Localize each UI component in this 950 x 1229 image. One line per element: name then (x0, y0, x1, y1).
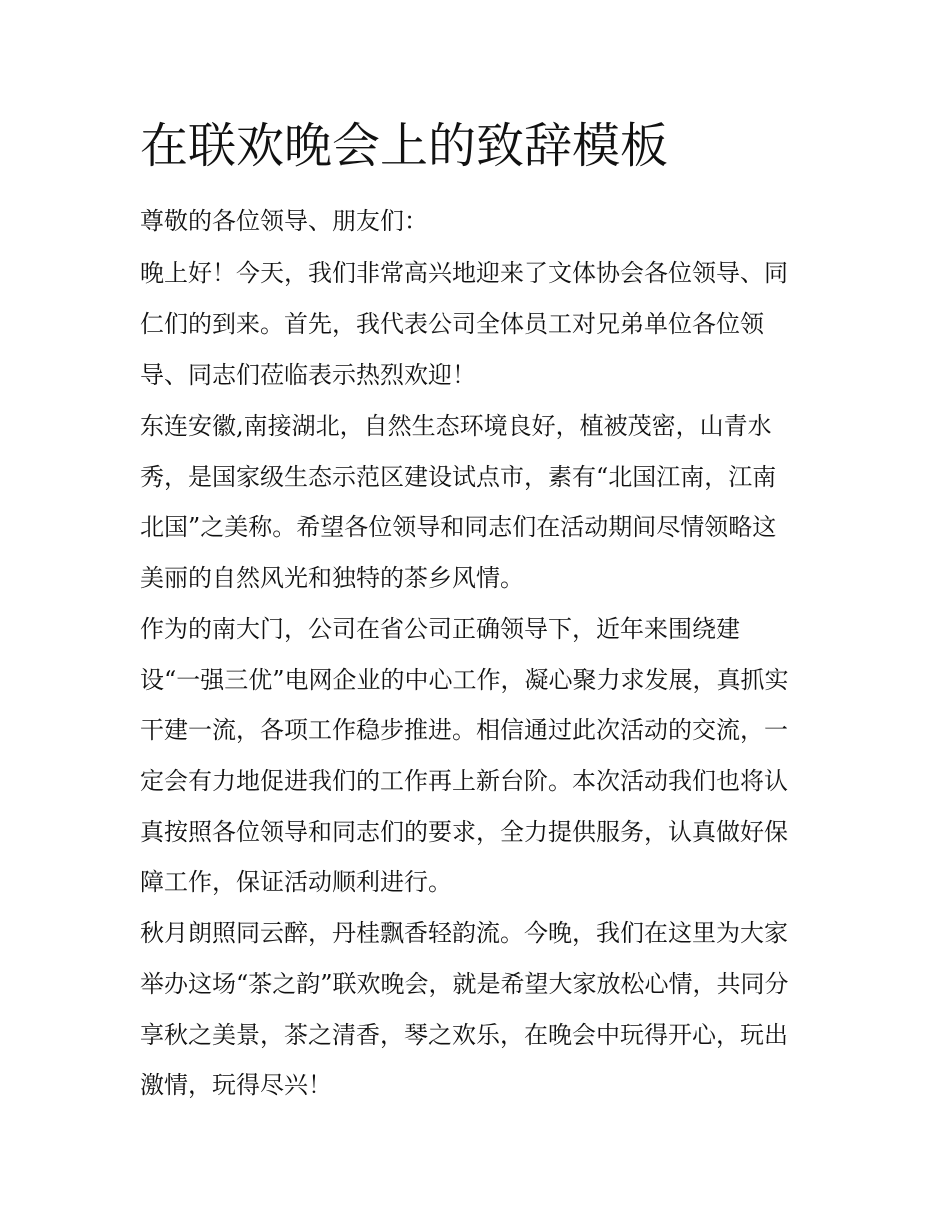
paragraph-line: 美丽的自然风光和独特的茶乡风情。 (140, 564, 524, 592)
paragraph-line: 东连安徽,南接湖北，自然生态环境良好，植被茂密，山青水 (140, 412, 772, 440)
salutation-line: 尊敬的各位领导、朋友们： (140, 207, 428, 235)
paragraph-line: 秋月朗照同云醉，丹桂飘香轻韵流。今晚，我们在这里为大家 (140, 919, 788, 947)
paragraph-line: 秀，是国家级生态示范区建设试点市，素有“北国江南，江南 (140, 463, 777, 491)
paragraph-line: 享秋之美景，茶之清香，琴之欢乐，在晚会中玩得开心，玩出 (140, 1021, 788, 1049)
paragraph-line: 障工作，保证活动顺利进行。 (140, 868, 452, 896)
paragraph-line: 干建一流，各项工作稳步推进。相信通过此次活动的交流，一 (140, 716, 788, 744)
paragraph-line: 设“一强三优”电网企业的中心工作，凝心聚力求发展，真抓实 (140, 666, 789, 694)
paragraph-line: 导、同志们莅临表示热烈欢迎！ (140, 361, 476, 389)
paragraph-line: 作为的南大门，公司在省公司正确领导下，近年来围绕建 (140, 615, 740, 643)
paragraph-line: 仁们的到来。首先，我代表公司全体员工对兄弟单位各位领 (140, 310, 764, 338)
paragraph-line: 举办这场“茶之韵”联欢晚会，就是希望大家放松心情，共同分 (140, 970, 789, 998)
paragraph-line: 真按照各位领导和同志们的要求，全力提供服务，认真做好保 (140, 818, 788, 846)
paragraph-line: 北国”之美称。希望各位领导和同志们在活动期间尽情领略这 (140, 513, 777, 541)
paragraph-line: 激情，玩得尽兴！ (140, 1071, 332, 1099)
paragraph-line: 定会有力地促进我们的工作再上新台阶。本次活动我们也将认 (140, 767, 788, 795)
document-title: 在联欢晚会上的致辞模板 (140, 118, 669, 174)
paragraph-line: 晚上好！今天，我们非常高兴地迎来了文体协会各位领导、同 (140, 259, 788, 287)
